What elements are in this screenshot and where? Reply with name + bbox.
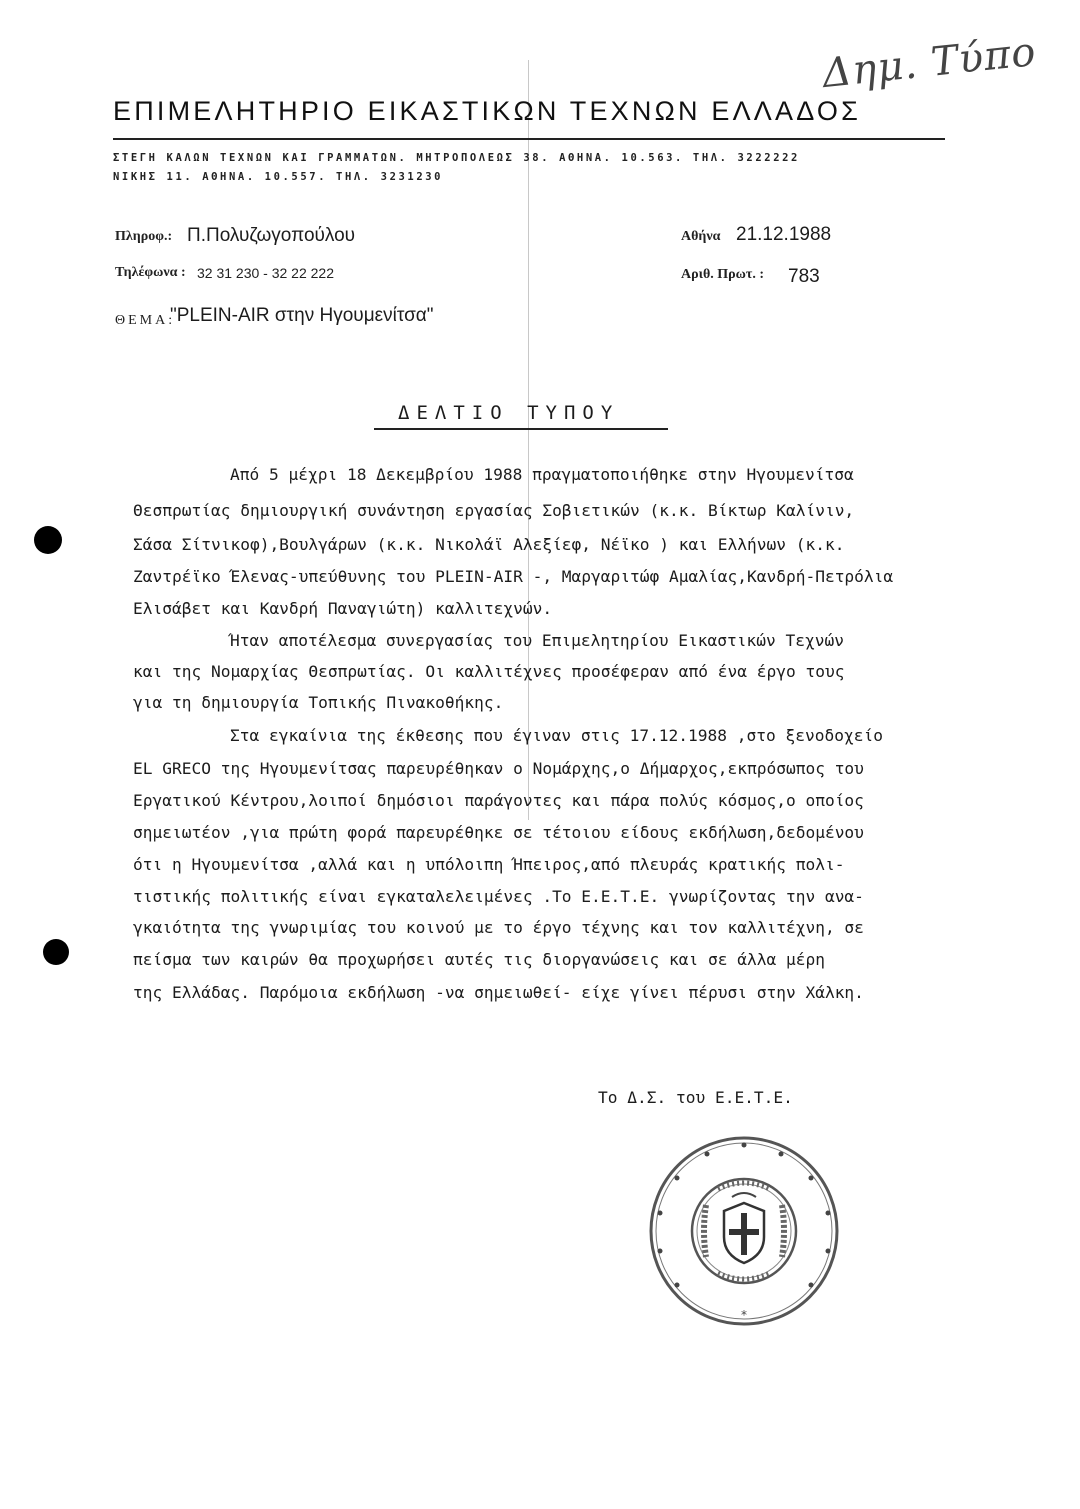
punch-hole-mark [43,939,69,965]
address-line-2: ΝΙΚΗΣ 11. ΑΘΗΝΑ. 10.557. ΤΗΛ. 3231230 [113,171,444,183]
letter-date: 21.12.1988 [736,224,832,245]
info-value: Π.Πολυζωγοπούλου [187,225,356,246]
official-stamp [646,1133,842,1329]
body-line: Ζαντρέϊκο Έλενας-υπεύθυνης του PLEIN-AIR -, Μαργαριτώφ Αμαλίας,Κανδρή-Πετρόλια [133,567,894,586]
body-line: ότι η Ηγουμενίτσα ,αλλά και η υπόλοιπη Ήπειρος,από πλευράς κρατικής πολι- [133,855,845,874]
address-line-1: ΣΤΕΓΗ ΚΑΛΩΝ ΤΕΧΝΩΝ ΚΑΙ ΓΡΑΜΜΑΤΩΝ. ΜΗΤΡΟΠΟΛΕΩΣ 38. ΑΘΗΝΑ. 10.563. ΤΗΛ. 3222222 [113,152,800,164]
body-line: Εργατικού Κέντρου,λοιποί δημόσιοι παράγοντες και πάρα πολύς κόσμος,ο οποίος [133,791,864,810]
body-line: τιστικής πολιτικής είναι εγκαταλελειμένες .Το Ε.Ε.Τ.Ε. γνωρίζοντας την ανα- [133,887,864,906]
body-line: Σάσα Σίτνικοφ),Βουλγάρων (κ.κ. Νικολάϊ Αλεξίεφ, Νέϊκο ) και Ελλήνων (κ.κ. [133,535,845,554]
body-line: Ήταν αποτέλεσμα συνεργασίας του Επιμελητηρίου Εικαστικών Τεχνών [230,631,844,650]
header-divider [113,138,945,140]
body-line: Από 5 μέχρι 18 Δεκεμβρίου 1988 πραγματοποιήθηκε στην Ηγουμενίτσα [230,465,854,484]
punch-hole-mark [34,526,62,554]
protocol-label: Αριθ. Πρωτ. : [681,267,764,282]
body-line: και της Νομαρχίας Θεσπρωτίας. Οι καλλιτέχνες προσέφεραν από ένα έργο τους [133,662,845,681]
body-line: σημειωτέον ,για πρώτη φορά παρευρέθηκε σε τέτοιου είδους εκδήλωση,δεδομένου [133,823,864,842]
fold-line [528,60,529,820]
body-line: Θεσπρωτίας δημιουργική συνάντηση εργασίας Σοβιετικών (κ.κ. Βίκτωρ Καλίνιν, [133,501,855,520]
body-line: της Ελλάδας. Παρόμοια εκδήλωση -να σημειωθεί- είχε γίνει πέρυσι στην Χάλκη. [133,983,864,1002]
organization-title: ΕΠΙΜΕΛΗΤΗΡΙΟ ΕΙΚΑΣΤΙΚΩΝ ΤΕΧΝΩΝ ΕΛΛΑΔΟΣ [113,96,862,126]
press-release-title: ΔΕΛΤΙΟ ΤΥΠΟΥ [398,402,620,424]
svg-text:*: * [741,1308,747,1322]
phones-value: 32 31 230 - 32 22 222 [197,265,335,281]
protocol-number: 783 [788,266,820,287]
phones-label: Τηλέφωνα : [115,265,186,280]
press-title-underline [374,428,668,430]
body-line: για τη δημιουργία Τοπικής Πινακοθήκης. [133,693,504,712]
handwritten-note: Δημ. Τύπο [820,28,1039,98]
info-label: Πληροφ.: [115,229,173,244]
subject-value: "PLEIN-AIR στην Ηγουμενίτσα" [170,305,434,326]
signature: Το Δ.Σ. του Ε.Ε.Τ.Ε. [598,1088,793,1107]
body-line: πείσμα των καιρών θα προχωρήσει αυτές τις διοργανώσεις και σε άλλα μέρη [133,950,825,969]
body-line: Στα εγκαίνια της έκθεσης που έγιναν στις 17.12.1988 ,στο ξενοδοχείο [230,726,883,745]
body-line: Ελισάβετ και Κανδρή Παναγιώτη) καλλιτεχνών. [133,599,553,618]
body-line: γκαιότητα της γνωριμίας του κοινού με το έργο τέχνης και τον καλλιτέχνη, σε [133,918,864,937]
body-line: EL GRECO της Ηγουμενίτσας παρευρέθηκαν ο Νομάρχης,ο Δήμαρχος,εκπρόσωπος του [133,759,864,778]
subject-label: ΘΕΜΑ: [115,313,176,328]
place-label: Αθήνα [681,229,721,244]
